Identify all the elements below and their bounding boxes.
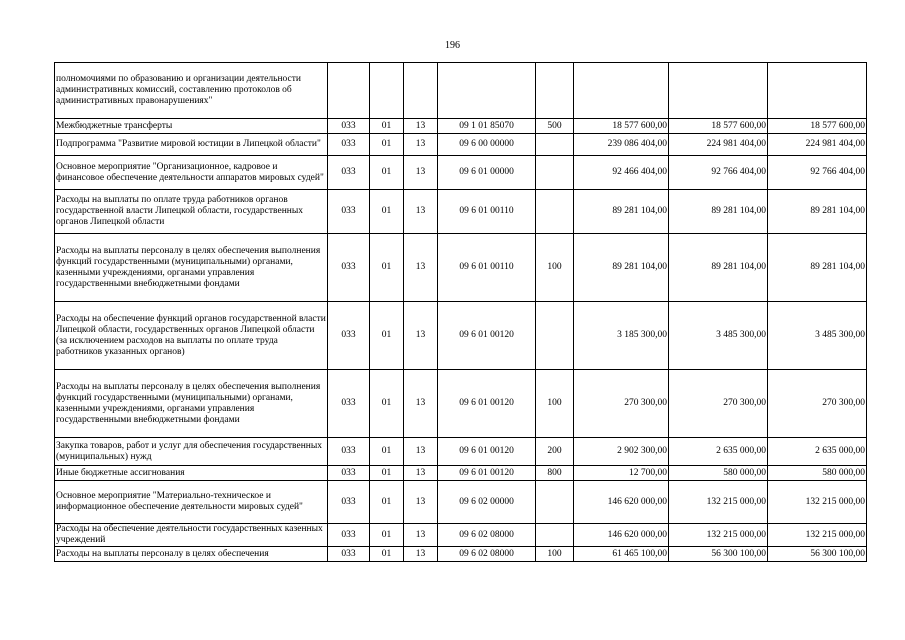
amount-year-2-cell: 2 635 000,00: [669, 438, 768, 466]
table-row: [55, 524, 867, 547]
subsection-code-cell: 13: [404, 481, 438, 524]
table-row: [55, 370, 867, 438]
amount-year-3-cell: 92 766 404,00: [768, 156, 867, 190]
gr-code-cell: [328, 63, 370, 119]
amount-year-2-cell: 89 281 104,00: [669, 190, 768, 234]
expense-type-cell: [536, 63, 574, 119]
expense-type-cell: [536, 134, 574, 156]
gr-code-cell: 033: [328, 438, 370, 466]
row-name-cell: Межбюджетные трансферты: [55, 119, 328, 134]
gr-code-cell: 033: [328, 466, 370, 481]
amount-year-2-cell: 56 300 100,00: [669, 547, 768, 562]
subsection-code-cell: 13: [404, 302, 438, 370]
expense-type-cell: 100: [536, 234, 574, 302]
table-row: [55, 119, 867, 134]
amount-year-2-cell: 18 577 600,00: [669, 119, 768, 134]
section-code-cell: 01: [370, 547, 404, 562]
amount-year-3-cell: [768, 63, 867, 119]
section-code-cell: 01: [370, 466, 404, 481]
gr-code-cell: 033: [328, 547, 370, 562]
subsection-code-cell: 13: [404, 134, 438, 156]
amount-year-2-cell: [669, 63, 768, 119]
row-name-cell: Расходы на выплаты по оплате труда работников органов государственной власти Липецкой области, государственных органов Липецкой области: [55, 190, 328, 234]
subsection-code-cell: 13: [404, 156, 438, 190]
table-row: [55, 134, 867, 156]
page-number: 196: [445, 40, 460, 51]
subsection-code-cell: 13: [404, 524, 438, 547]
section-code-cell: 01: [370, 156, 404, 190]
subsection-code-cell: 13: [404, 119, 438, 134]
target-article-cell: [438, 63, 536, 119]
amount-year-2-cell: 224 981 404,00: [669, 134, 768, 156]
amount-year-3-cell: 132 215 000,00: [768, 524, 867, 547]
subsection-code-cell: [404, 63, 438, 119]
amount-year-3-cell: 18 577 600,00: [768, 119, 867, 134]
amount-year-1-cell: 18 577 600,00: [574, 119, 669, 134]
amount-year-3-cell: 132 215 000,00: [768, 481, 867, 524]
expense-type-cell: 800: [536, 466, 574, 481]
gr-code-cell: 033: [328, 370, 370, 438]
section-code-cell: 01: [370, 190, 404, 234]
gr-code-cell: 033: [328, 234, 370, 302]
row-name-cell: Подпрограмма "Развитие мировой юстиции в Липецкой области": [55, 134, 328, 156]
amount-year-1-cell: 89 281 104,00: [574, 190, 669, 234]
row-name-cell: Основное мероприятие "Организационное, кадровое и финансовое обеспечение деятельности аппаратов мировых судей": [55, 156, 328, 190]
subsection-code-cell: 13: [404, 438, 438, 466]
amount-year-2-cell: 3 485 300,00: [669, 302, 768, 370]
expense-type-cell: [536, 524, 574, 547]
amount-year-2-cell: 132 215 000,00: [669, 481, 768, 524]
table-row: [55, 190, 867, 234]
target-article-cell: 09 6 01 00120: [438, 466, 536, 481]
amount-year-2-cell: 580 000,00: [669, 466, 768, 481]
gr-code-cell: 033: [328, 481, 370, 524]
amount-year-3-cell: 270 300,00: [768, 370, 867, 438]
target-article-cell: 09 6 01 00120: [438, 370, 536, 438]
section-code-cell: [370, 63, 404, 119]
target-article-cell: 09 6 02 08000: [438, 524, 536, 547]
amount-year-3-cell: 224 981 404,00: [768, 134, 867, 156]
gr-code-cell: 033: [328, 134, 370, 156]
amount-year-2-cell: 92 766 404,00: [669, 156, 768, 190]
section-code-cell: 01: [370, 524, 404, 547]
subsection-code-cell: 13: [404, 547, 438, 562]
amount-year-3-cell: 89 281 104,00: [768, 234, 867, 302]
target-article-cell: 09 6 01 00110: [438, 190, 536, 234]
gr-code-cell: 033: [328, 524, 370, 547]
amount-year-2-cell: 89 281 104,00: [669, 234, 768, 302]
gr-code-cell: 033: [328, 302, 370, 370]
section-code-cell: 01: [370, 481, 404, 524]
gr-code-cell: 033: [328, 156, 370, 190]
section-code-cell: 01: [370, 302, 404, 370]
target-article-cell: 09 6 00 00000: [438, 134, 536, 156]
amount-year-1-cell: 3 185 300,00: [574, 302, 669, 370]
row-name-cell: Расходы на обеспечение функций органов государственной власти Липецкой области, государственных органов Липецкой области (за исключением расходов на выплаты по оплате труда работников указанных органов): [55, 302, 328, 370]
subsection-code-cell: 13: [404, 190, 438, 234]
amount-year-1-cell: 239 086 404,00: [574, 134, 669, 156]
target-article-cell: 09 6 01 00110: [438, 234, 536, 302]
amount-year-2-cell: 270 300,00: [669, 370, 768, 438]
row-name-cell: Закупка товаров, работ и услуг для обеспечения государственных (муниципальных) нужд: [55, 438, 328, 466]
row-name-cell: Иные бюджетные ассигнования: [55, 466, 328, 481]
table-row: [55, 234, 867, 302]
section-code-cell: 01: [370, 234, 404, 302]
target-article-cell: 09 6 01 00120: [438, 302, 536, 370]
row-name-cell: Основное мероприятие "Материально-техническое и информационное обеспечение деятельности мировых судей": [55, 481, 328, 524]
target-article-cell: 09 6 02 08000: [438, 547, 536, 562]
table-row: [55, 63, 867, 119]
subsection-code-cell: 13: [404, 370, 438, 438]
row-name-cell: Расходы на обеспечение деятельности государственных казенных учреждений: [55, 524, 328, 547]
section-code-cell: 01: [370, 119, 404, 134]
row-name-cell: Расходы на выплаты персоналу в целях обеспечения выполнения функций государственными (муниципальными) органами, казенными учреждениями, органами управления государственными внебюджетными фондами: [55, 370, 328, 438]
amount-year-3-cell: 89 281 104,00: [768, 190, 867, 234]
target-article-cell: 09 6 01 00000: [438, 156, 536, 190]
amount-year-1-cell: 89 281 104,00: [574, 234, 669, 302]
amount-year-3-cell: 580 000,00: [768, 466, 867, 481]
section-code-cell: 01: [370, 134, 404, 156]
amount-year-1-cell: 146 620 000,00: [574, 524, 669, 547]
amount-year-1-cell: 2 902 300,00: [574, 438, 669, 466]
amount-year-1-cell: 270 300,00: [574, 370, 669, 438]
expense-type-cell: 500: [536, 119, 574, 134]
row-name-cell: Расходы на выплаты персоналу в целях обеспечения выполнения функций государственными (муниципальными) органами, казенными учреждениями, органами управления государственными внебюджетными фондами: [55, 234, 328, 302]
table-row: [55, 156, 867, 190]
amount-year-1-cell: [574, 63, 669, 119]
target-article-cell: 09 6 01 00120: [438, 438, 536, 466]
amount-year-3-cell: 3 485 300,00: [768, 302, 867, 370]
budget-table: [54, 62, 867, 562]
table-row: [55, 547, 867, 562]
expense-type-cell: 100: [536, 547, 574, 562]
target-article-cell: 09 1 01 85070: [438, 119, 536, 134]
expense-type-cell: [536, 302, 574, 370]
row-name-cell: полномочиями по образованию и организации деятельности административных комиссий, составлению протоколов об административных правонарушениях": [55, 63, 328, 119]
table-row: [55, 302, 867, 370]
gr-code-cell: 033: [328, 119, 370, 134]
expense-type-cell: 200: [536, 438, 574, 466]
amount-year-1-cell: 92 466 404,00: [574, 156, 669, 190]
expense-type-cell: [536, 190, 574, 234]
amount-year-3-cell: 56 300 100,00: [768, 547, 867, 562]
amount-year-2-cell: 132 215 000,00: [669, 524, 768, 547]
table-row: [55, 466, 867, 481]
amount-year-1-cell: 12 700,00: [574, 466, 669, 481]
section-code-cell: 01: [370, 438, 404, 466]
section-code-cell: 01: [370, 370, 404, 438]
gr-code-cell: 033: [328, 190, 370, 234]
subsection-code-cell: 13: [404, 234, 438, 302]
amount-year-1-cell: 61 465 100,00: [574, 547, 669, 562]
row-name-cell: Расходы на выплаты персоналу в целях обеспечения: [55, 547, 328, 562]
amount-year-3-cell: 2 635 000,00: [768, 438, 867, 466]
expense-type-cell: [536, 481, 574, 524]
expense-type-cell: 100: [536, 370, 574, 438]
amount-year-1-cell: 146 620 000,00: [574, 481, 669, 524]
expense-type-cell: [536, 156, 574, 190]
table-row: [55, 481, 867, 524]
target-article-cell: 09 6 02 00000: [438, 481, 536, 524]
subsection-code-cell: 13: [404, 466, 438, 481]
table-row: [55, 438, 867, 466]
